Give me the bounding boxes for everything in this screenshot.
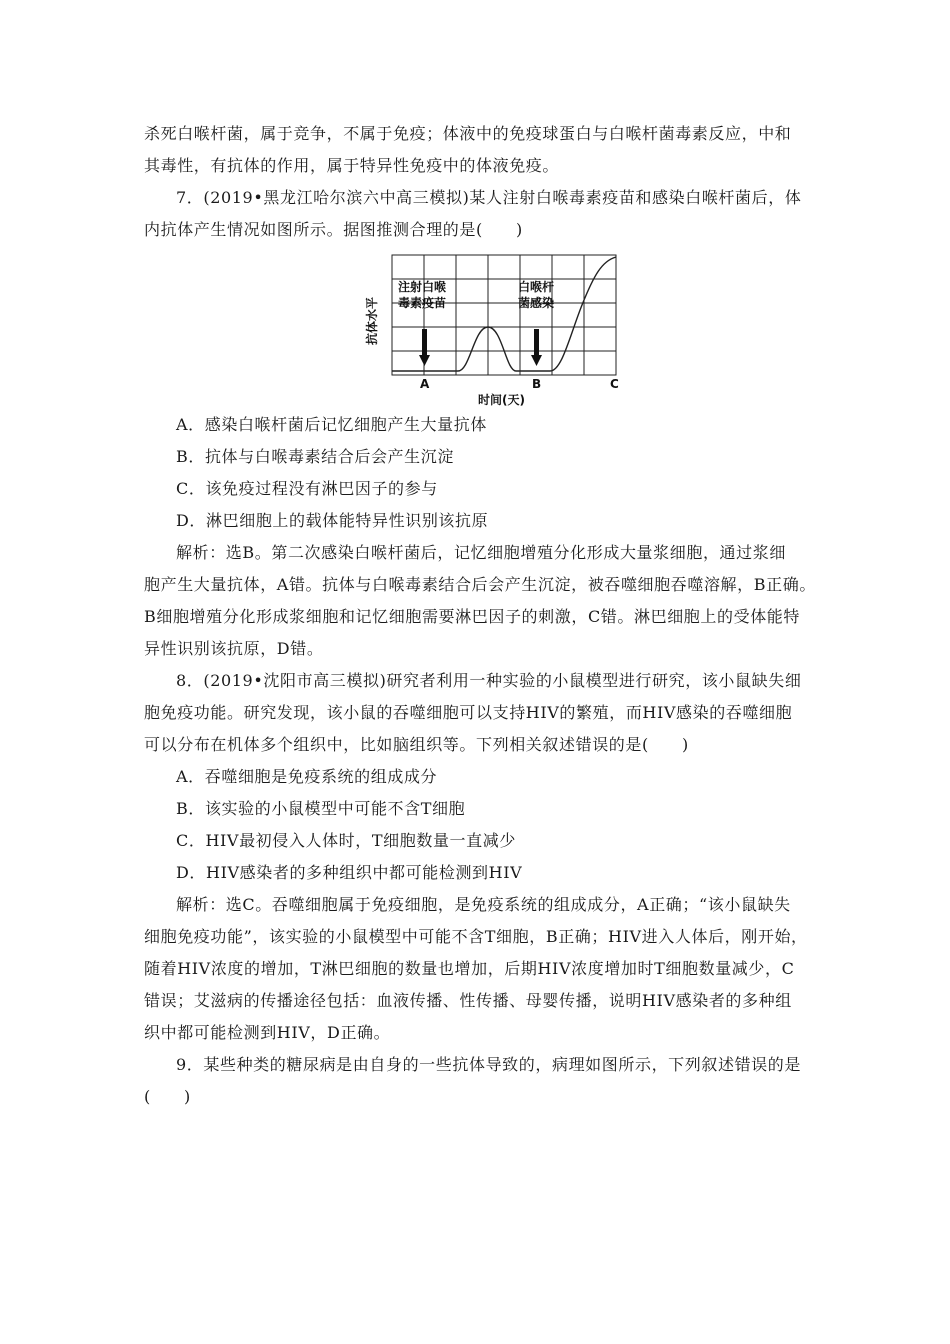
x-tick-b: B bbox=[532, 377, 542, 391]
x-tick-a: A bbox=[420, 377, 430, 391]
analysis-8: 解析：选C。吞噬细胞属于免疫细胞，是免疫系统的组成成分，A正确；“该小鼠缺失 bbox=[176, 895, 791, 914]
analysis-7: 异性识别该抗原，D错。 bbox=[144, 639, 324, 658]
analysis-7: 解析：选B。第二次感染白喉杆菌后，记忆细胞增殖分化形成大量浆细胞，通过浆细 bbox=[176, 543, 786, 562]
option-a: A．吞噬细胞是免疫系统的组成成分 bbox=[176, 767, 438, 786]
question-7-stem: 7．(2019•黑龙江哈尔滨六中高三模拟)某人注射白喉毒素疫苗和感染白喉杆菌后，体 bbox=[176, 188, 802, 207]
arrow-b bbox=[531, 329, 542, 366]
option-b: B．抗体与白喉毒素结合后会产生沉淀 bbox=[176, 447, 454, 466]
analysis-8: 织中都可能检测到HIV，D正确。 bbox=[144, 1023, 391, 1042]
option-d: D．HIV感染者的多种组织中都可能检测到HIV bbox=[176, 863, 523, 882]
question-9-stem: 9．某些种类的糖尿病是由自身的一些抗体导致的，病理如图所示，下列叙述错误的是 bbox=[176, 1055, 801, 1074]
analysis-8: 随着HIV浓度的增加，T淋巴细胞的数量也增加，后期HIV浓度增加时T细胞数量减少，C bbox=[144, 959, 795, 978]
question-9-stem: ( ) bbox=[144, 1087, 191, 1106]
option-c: C．HIV最初侵入人体时，T细胞数量一直减少 bbox=[176, 831, 516, 850]
annotation-infection-line1: 白喉杆 bbox=[518, 280, 555, 294]
annotation-vaccine-line1: 注射白喉 bbox=[398, 280, 447, 294]
option-c: C．该免疫过程没有淋巴因子的参与 bbox=[176, 479, 438, 498]
arrow-a bbox=[419, 329, 430, 366]
option-b: B．该实验的小鼠模型中可能不含T细胞 bbox=[176, 799, 466, 818]
question-7-stem: 内抗体产生情况如图所示。据图推测合理的是( ) bbox=[144, 220, 523, 239]
analysis-7: 胞产生大量抗体，A错。抗体与白喉毒素结合后会产生沉淀，被吞噬细胞吞噬溶解，B正确。 bbox=[144, 575, 816, 594]
y-axis-label: 抗体水平 bbox=[365, 296, 379, 345]
question-8-stem: 8．(2019•沈阳市高三模拟)研究者利用一种实验的小鼠模型进行研究，该小鼠缺失细 bbox=[176, 671, 802, 690]
annotation-vaccine-line2: 毒素疫苗 bbox=[398, 296, 447, 310]
x-axis-label: 时间(天) bbox=[478, 393, 525, 407]
text-line: 其毒性，有抗体的作用，属于特异性免疫中的体液免疫。 bbox=[144, 156, 560, 175]
antibody-level-figure bbox=[350, 245, 630, 410]
question-8-stem: 胞免疫功能。研究发现，该小鼠的吞噬细胞可以支持HIV的繁殖，而HIV感染的吞噬细胞 bbox=[144, 703, 793, 722]
analysis-8: 细胞免疫功能”，该实验的小鼠模型中可能不含T细胞，B正确；HIV进入人体后，刚开始， bbox=[144, 927, 808, 946]
option-d: D．淋巴细胞上的载体能特异性识别该抗原 bbox=[176, 511, 489, 530]
text-line: 杀死白喉杆菌，属于竞争，不属于免疫；体液中的免疫球蛋白与白喉杆菌毒素反应，中和 bbox=[144, 124, 792, 143]
annotation-infection-line2: 菌感染 bbox=[518, 296, 555, 310]
x-tick-c: C bbox=[610, 377, 619, 391]
option-a: A．感染白喉杆菌后记忆细胞产生大量抗体 bbox=[176, 415, 487, 434]
question-8-stem: 可以分布在机体多个组织中，比如脑组织等。下列相关叙述错误的是( ) bbox=[144, 735, 689, 754]
analysis-7: B细胞增殖分化形成浆细胞和记忆细胞需要淋巴因子的刺激，C错。淋巴细胞上的受体能特 bbox=[144, 607, 801, 626]
analysis-8: 错误；艾滋病的传播途径包括：血液传播、性传播、母婴传播，说明HIV感染者的多种组 bbox=[144, 991, 792, 1010]
